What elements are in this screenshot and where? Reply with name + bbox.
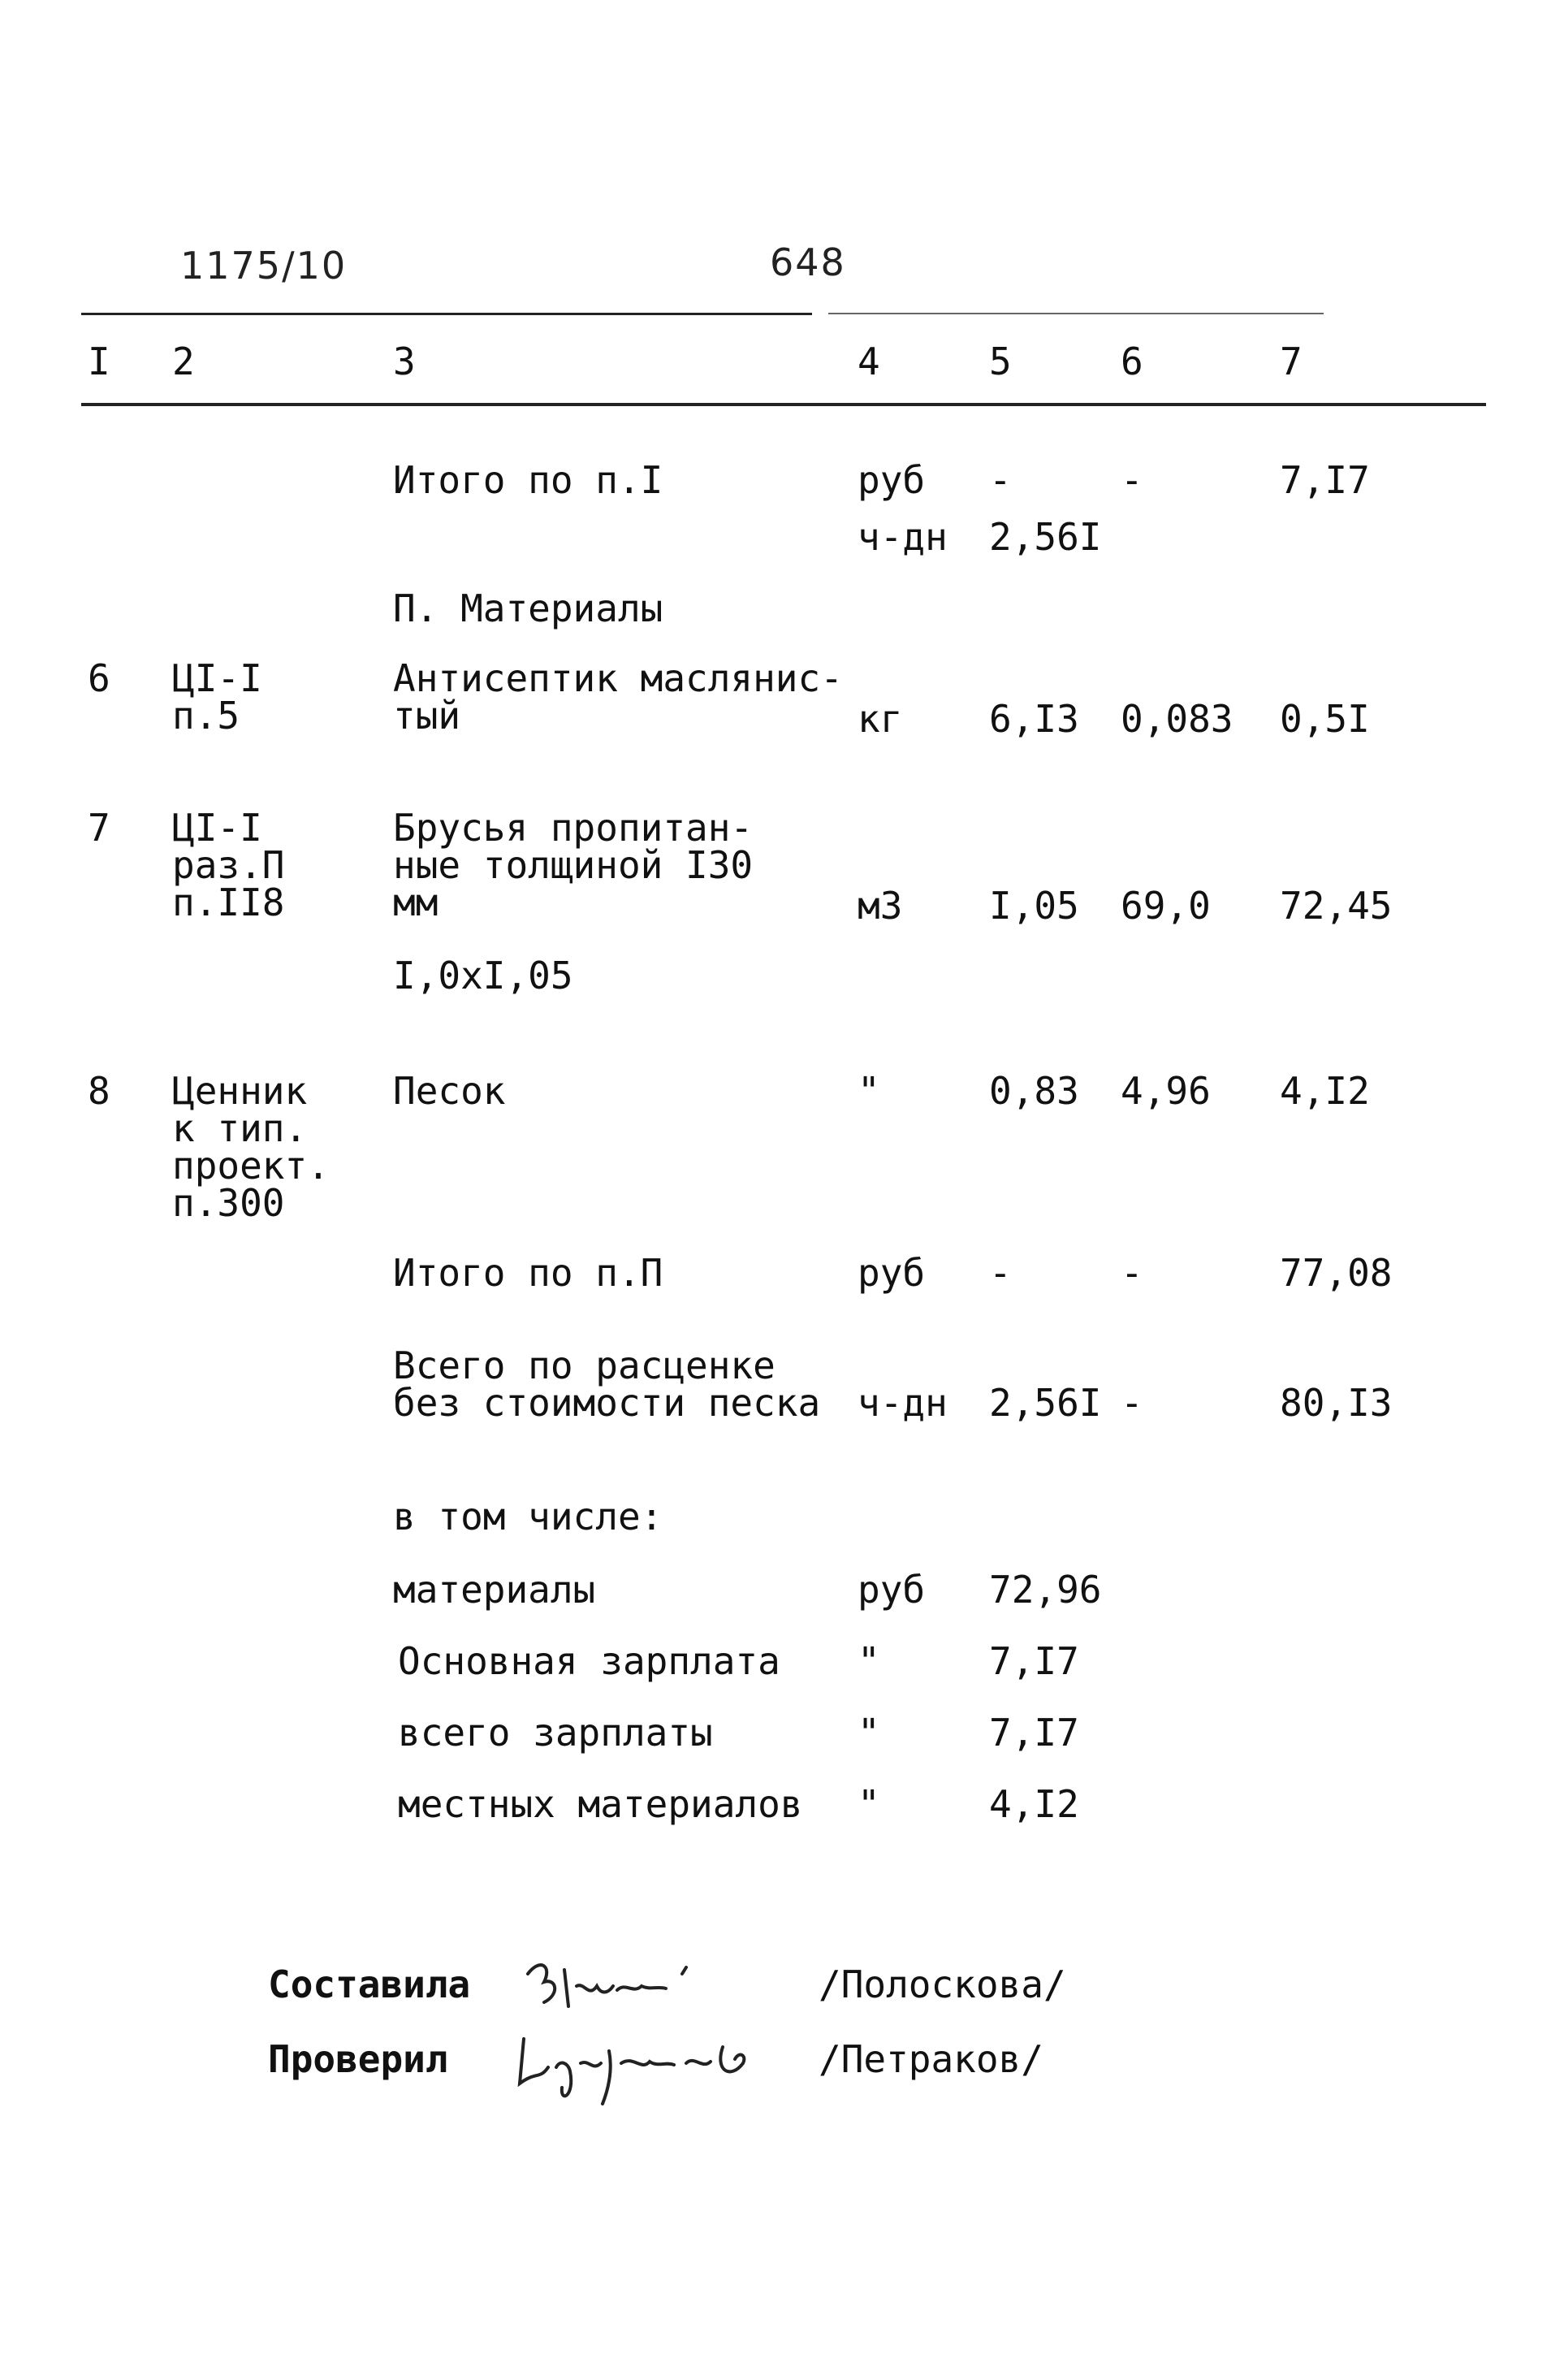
- row-col5: 2,56I: [989, 1381, 1102, 1425]
- row-col7: 80,I3: [1280, 1381, 1393, 1425]
- document-code: 1175/10: [180, 244, 348, 288]
- signature-compiler: [520, 1949, 755, 2023]
- row-unit: ": [858, 1069, 880, 1113]
- row-unit: руб: [858, 1251, 926, 1295]
- row-code-line1: Ценник: [172, 1069, 308, 1113]
- row-name-line2: тый: [393, 694, 461, 738]
- col-header-6: 6: [1121, 340, 1143, 383]
- col-header-7: 7: [1280, 340, 1303, 383]
- breakdown-unit: руб: [858, 1568, 926, 1612]
- breakdown-unit: ": [858, 1711, 880, 1755]
- col-header-2: 2: [172, 340, 195, 383]
- checked-by-label: Проверил: [268, 2037, 448, 2081]
- compiled-by-name: /Полоскова/: [819, 1962, 1066, 2006]
- row-code-line1: ЦI-I: [172, 806, 262, 850]
- breakdown-name: местных материалов: [398, 1782, 803, 1826]
- row-col6: 4,96: [1121, 1069, 1211, 1113]
- row-code-line3: п.II8: [172, 881, 285, 924]
- row-col5: -: [989, 1251, 1012, 1295]
- row-name-line3: мм: [393, 881, 439, 924]
- row-code-line2: п.5: [172, 694, 240, 738]
- breakdown-name: Основная зарплата: [398, 1639, 780, 1683]
- row-unit: кг: [858, 697, 903, 741]
- row-name-line1: Всего по расценке: [393, 1344, 776, 1387]
- col-header-1: I: [88, 340, 110, 383]
- page-number: 648: [770, 240, 846, 284]
- breakdown-unit: ": [858, 1782, 880, 1826]
- row-name: Песок: [393, 1069, 506, 1113]
- row-col6: 0,083: [1121, 697, 1233, 741]
- breakdown-name: всего зарплаты: [398, 1711, 713, 1755]
- row-col7: 0,5I: [1280, 697, 1370, 741]
- row-unit-2: ч-дн: [858, 515, 948, 559]
- row-col5: -: [989, 458, 1012, 502]
- row-name-line2: без стоимости песка: [393, 1381, 821, 1425]
- signature-checker: [512, 2023, 788, 2112]
- checked-by-name: /Петраков/: [819, 2037, 1043, 2081]
- row-code-line1: ЦI-I: [172, 656, 262, 700]
- row-number: 7: [88, 806, 110, 850]
- row-name-line1: Брусья пропитан-: [393, 806, 754, 850]
- including-label: в том числе:: [393, 1495, 663, 1538]
- breakdown-value: 4,I2: [989, 1782, 1079, 1826]
- row-formula: I,0хI,05: [393, 954, 573, 997]
- top-rule-right: [828, 313, 1324, 314]
- row-number: 8: [88, 1069, 110, 1113]
- row-name-line2: ные толщиной I30: [393, 843, 754, 887]
- row-unit: м3: [858, 884, 903, 928]
- breakdown-name: материалы: [393, 1568, 596, 1612]
- row-col7: 72,45: [1280, 884, 1393, 928]
- breakdown-value: 7,I7: [989, 1711, 1079, 1755]
- row-col7: 4,I2: [1280, 1069, 1370, 1113]
- breakdown-value: 72,96: [989, 1568, 1102, 1612]
- row-code-line2: к тип.: [172, 1106, 308, 1150]
- compiled-by-label: Составила: [268, 1962, 471, 2006]
- row-col6: -: [1121, 458, 1143, 502]
- breakdown-value: 7,I7: [989, 1639, 1079, 1683]
- row-code-line3: проект.: [172, 1144, 330, 1188]
- row-name: Итого по п.I: [393, 458, 663, 502]
- col-header-3: 3: [393, 340, 416, 383]
- row-code-line4: п.300: [172, 1181, 285, 1225]
- row-unit: руб: [858, 458, 926, 502]
- row-code-line2: раз.П: [172, 843, 285, 887]
- col-header-4: 4: [858, 340, 880, 383]
- row-col7: 77,08: [1280, 1251, 1393, 1295]
- row-number: 6: [88, 656, 110, 700]
- row-col5: 0,83: [989, 1069, 1079, 1113]
- section-title-materials: П. Материалы: [393, 586, 663, 630]
- row-name-line1: Антисептик маслянис-: [393, 656, 843, 700]
- row-col7: 7,I7: [1280, 458, 1370, 502]
- row-col5: 6,I3: [989, 697, 1079, 741]
- row-col6: -: [1121, 1381, 1143, 1425]
- row-name: Итого по п.П: [393, 1251, 663, 1295]
- col-header-5: 5: [989, 340, 1012, 383]
- row-unit: ч-дн: [858, 1381, 948, 1425]
- row-col6: 69,0: [1121, 884, 1211, 928]
- breakdown-unit: ": [858, 1639, 880, 1683]
- row-col5: I,05: [989, 884, 1079, 928]
- row-col6: -: [1121, 1251, 1143, 1295]
- top-rule-left: [81, 313, 812, 315]
- row-col5-2: 2,56I: [989, 515, 1102, 559]
- header-bottom-rule: [81, 403, 1486, 406]
